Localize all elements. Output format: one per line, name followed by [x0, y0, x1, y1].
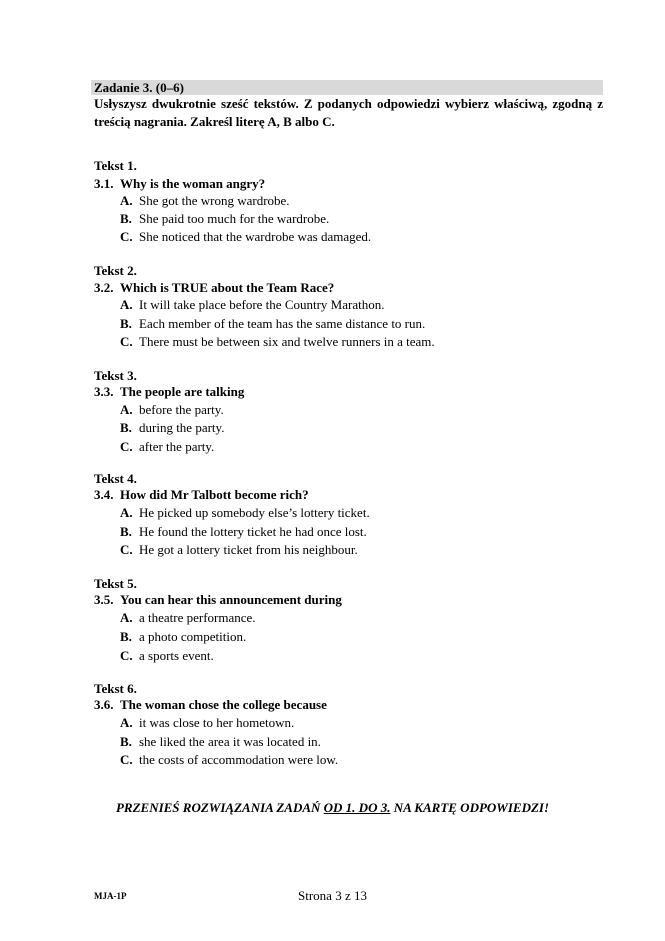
tekst-label: Tekst 5. — [94, 576, 137, 591]
option-letter: C. — [120, 439, 133, 454]
option-text: it was close to her hometown. — [139, 715, 295, 730]
option-letter: B. — [120, 211, 132, 226]
option-letter: B. — [120, 734, 132, 749]
option-c[interactable] — [120, 334, 435, 350]
option-a[interactable] — [120, 715, 294, 731]
option-letter: C. — [120, 229, 133, 244]
transfer-text-underlined: OD 1. DO 3. — [323, 800, 391, 815]
option-b[interactable] — [120, 316, 425, 332]
option-a[interactable] — [120, 610, 256, 626]
task-instruction: Usłyszysz dwukrotnie sześć tekstów. Z podanych odpowiedzi wybierz właściwą, zgodną z treścią nagrania. Zakreśl literę A, B albo C. — [94, 96, 603, 129]
option-c[interactable] — [120, 439, 214, 455]
option-a[interactable] — [120, 402, 224, 418]
option-text: He found the lottery ticket he had once lost. — [139, 524, 367, 539]
option-letter: C. — [120, 648, 133, 663]
question-number: 3.5. — [94, 592, 114, 607]
option-letter: B. — [120, 420, 132, 435]
question — [94, 697, 327, 713]
question-number: 3.6. — [94, 697, 114, 712]
page-number: Strona 3 z 13 — [298, 888, 367, 903]
option-letter: C. — [120, 334, 133, 349]
question — [94, 592, 342, 608]
question — [94, 384, 244, 400]
option-letter: A. — [120, 297, 133, 312]
option-text: the costs of accommodation were low. — [139, 752, 339, 767]
option-text: He picked up somebody else’s lottery ticket. — [139, 505, 370, 520]
question-number: 3.4. — [94, 487, 114, 502]
question-text: The people are talking — [120, 384, 245, 399]
tekst-label: Tekst 4. — [94, 471, 137, 486]
tekst-label: Tekst 3. — [94, 368, 137, 383]
transfer-text-before: PRZENIEŚ ROZWIĄZANIA ZADAŃ — [115, 800, 324, 815]
question — [94, 487, 309, 503]
option-text: She paid too much for the wardrobe. — [139, 211, 330, 226]
option-c[interactable] — [120, 542, 358, 558]
option-a[interactable] — [120, 193, 290, 209]
option-text: She noticed that the wardrobe was damaged. — [139, 229, 372, 244]
transfer-text-after: NA KARTĘ ODPOWIEDZI! — [390, 800, 550, 815]
option-c[interactable] — [120, 752, 338, 768]
option-text: before the party. — [139, 402, 224, 417]
option-letter: A. — [120, 610, 133, 625]
question-text: Why is the woman angry? — [120, 176, 266, 191]
option-letter: B. — [120, 524, 132, 539]
option-text: during the party. — [139, 420, 225, 435]
question-text: The woman chose the college because — [120, 697, 327, 712]
exam-code: MJA-1P — [94, 891, 127, 901]
option-text: She got the wrong wardrobe. — [139, 193, 290, 208]
option-text: He got a lottery ticket from his neighbour. — [139, 542, 358, 557]
option-letter: A. — [120, 193, 133, 208]
option-a[interactable] — [120, 297, 384, 313]
question — [94, 280, 334, 296]
tekst-label: Tekst 2. — [94, 263, 137, 278]
option-b[interactable] — [120, 420, 224, 436]
option-text: a photo competition. — [139, 629, 247, 644]
option-text: There must be between six and twelve runners in a team. — [139, 334, 435, 349]
option-a[interactable] — [120, 505, 370, 521]
question-text: Which is TRUE about the Team Race? — [120, 280, 335, 295]
option-text: after the party. — [139, 439, 215, 454]
question-number: 3.1. — [94, 176, 114, 191]
option-letter: C. — [120, 752, 133, 767]
option-text: a theatre performance. — [139, 610, 256, 625]
tekst-label: Tekst 1. — [94, 158, 137, 173]
task-header: Zadanie 3. (0–6) — [91, 80, 603, 95]
option-text: she liked the area it was located in. — [139, 734, 321, 749]
question-number: 3.2. — [94, 280, 114, 295]
question-number: 3.3. — [94, 384, 114, 399]
question — [94, 176, 265, 192]
option-letter: A. — [120, 505, 133, 520]
transfer-instruction — [0, 800, 665, 816]
option-letter: C. — [120, 542, 133, 557]
question-text: How did Mr Talbott become rich? — [120, 487, 309, 502]
option-text: It will take place before the Country Marathon. — [139, 297, 385, 312]
option-c[interactable] — [120, 229, 371, 245]
option-text: a sports event. — [139, 648, 214, 663]
option-letter: B. — [120, 316, 132, 331]
option-letter: B. — [120, 629, 132, 644]
option-letter: A. — [120, 402, 133, 417]
question-text: You can hear this announcement during — [120, 592, 342, 607]
option-c[interactable] — [120, 648, 214, 664]
option-text: Each member of the team has the same distance to run. — [139, 316, 426, 331]
option-b[interactable] — [120, 629, 246, 645]
option-b[interactable] — [120, 211, 329, 227]
option-letter: A. — [120, 715, 133, 730]
tekst-label: Tekst 6. — [94, 681, 137, 696]
option-b[interactable] — [120, 524, 367, 540]
option-b[interactable] — [120, 734, 321, 750]
